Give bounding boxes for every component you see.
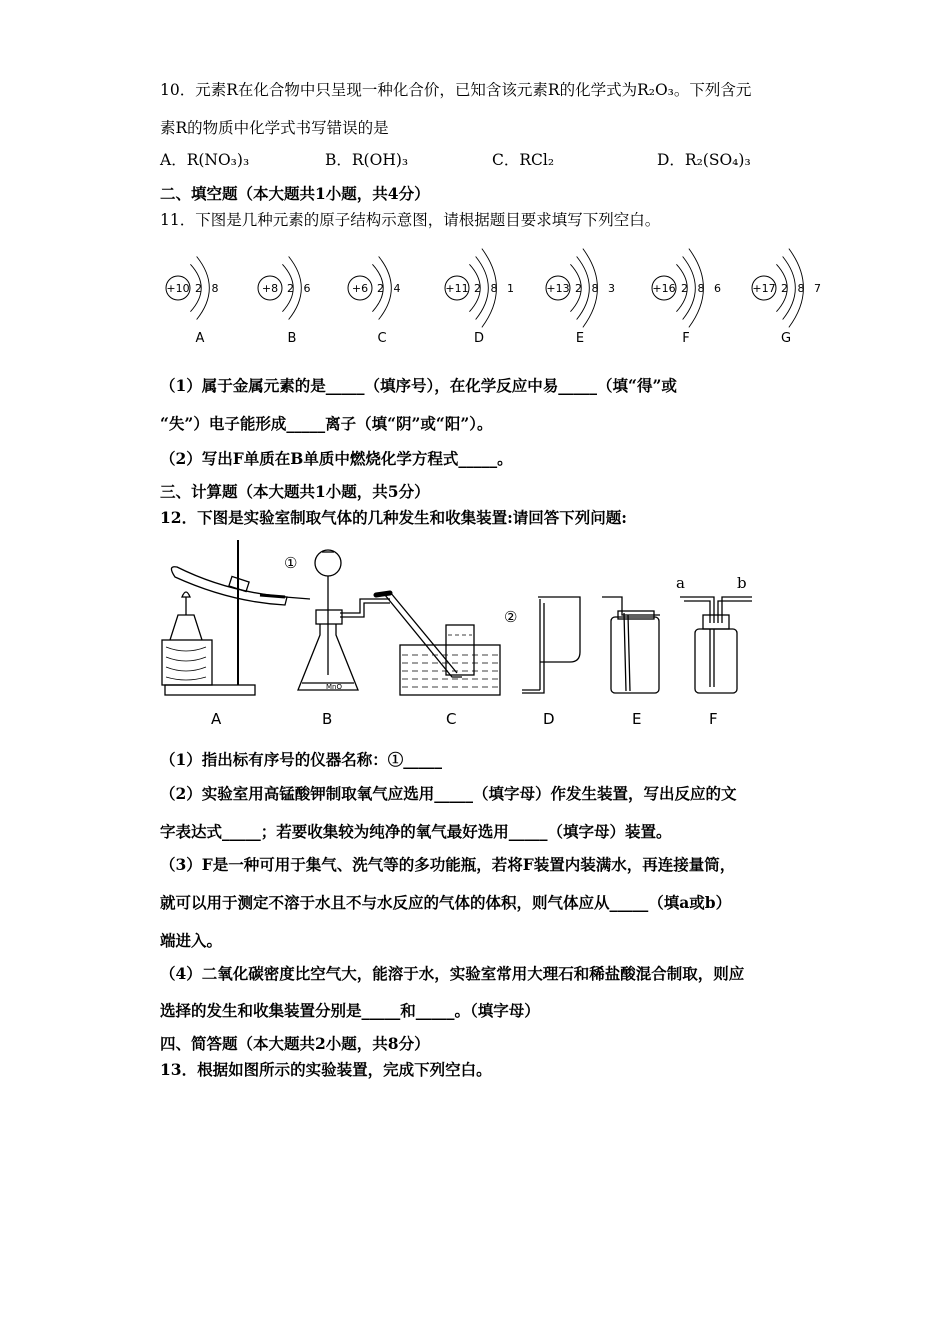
q11-part2: （2）写出F单质在B单质中燃烧化学方程式_____。 [160,449,513,468]
q10-option-d[interactable]: D．R₂(SO₄)₃ [657,151,751,169]
nucleus-charge: +13 [546,282,570,295]
section-2-heading: 二、填空题（本大题共1小题，共4分） [160,184,430,203]
apparatus-c [376,592,500,695]
apparatus-d [522,597,580,693]
q10-option-b[interactable]: B．R(OH)₃ [325,151,409,169]
q10-options [160,148,800,170]
q10-option-a[interactable]: A．R(NO₃)₃ [160,151,250,169]
atom-letter: C [377,331,387,346]
q12-part4-line2: 选择的发生和收集装置分别是_____和_____。（填字母） [160,1001,540,1020]
atom-diagrams [150,240,830,350]
q12-part4-line1: （4）二氧化碳密度比空气大，能溶于水，实验室常用大理石和稀盐酸混合制取，则应 [160,964,745,983]
atom-diagram-c [348,257,404,346]
electron-counts: 2 8 3 [575,282,618,295]
atom-letter: G [780,331,792,346]
q12-part2-line1: （2）实验室用高锰酸钾制取氧气应选用_____（填字母）作发生装置，写出反应的文 [160,784,737,803]
apparatus-label-f: F [709,710,718,728]
port-b-label: b [737,574,747,592]
apparatus-label-e: E [632,710,642,728]
nucleus-charge: +10 [166,282,190,295]
atom-diagram-a [166,257,222,346]
nucleus-charge: +8 [261,282,279,295]
q12-part2-line2: 字表达式_____；若要收集较为纯净的氧气最好选用_____（填字母）装置。 [160,822,672,841]
section-3-heading: 三、计算题（本大题共1小题，共5分） [160,482,430,501]
apparatus-label-d: D [543,710,555,728]
nucleus-charge: +11 [445,282,469,295]
lab-apparatus-diagram [150,535,770,735]
q12-part3-line3: 端进入。 [160,931,223,950]
atom-diagram-g [752,249,824,346]
q10-stem-line2: 素R的物质中化学式书写错误的是 [160,119,389,137]
nucleus-charge: +17 [752,282,776,295]
electron-counts: 2 8 6 [681,282,724,295]
q12-part1: （1）指出标有序号的仪器名称：①_____ [160,750,443,769]
nucleus-charge: +6 [351,282,369,295]
apparatus-label-c: C [446,710,457,728]
electron-counts: 2 8 7 [781,282,824,295]
q10-stem-line1: 10．元素R在化合物中只呈现一种化合价，已知含该元素R的化学式为R₂O₃。下列含元 [160,81,752,99]
apparatus-label-b: B [322,710,333,728]
q11-part1-line1: （1）属于金属元素的是_____（填序号），在化学反应中易_____（填“得”或 [160,376,677,395]
q13-stem: 13．根据如图所示的实验装置，完成下列空白。 [160,1060,492,1079]
svg-text:MnO: MnO [326,683,342,691]
electron-counts: 2 6 [287,282,314,295]
apparatus-b [298,550,390,691]
atom-diagram-f [652,249,724,346]
q12-part3-line2: 就可以用于测定不溶于水且不与水反应的气体的体积，则气体应从_____（填a或b） [160,893,732,912]
atom-diagram-b [258,257,314,346]
apparatus-f [680,597,752,693]
electron-counts: 2 4 [377,282,404,295]
port-a-label: a [676,574,685,592]
atom-letter: E [575,331,585,346]
section-4-heading: 四、简答题（本大题共2小题，共8分） [160,1034,430,1053]
q11-stem: 11．下图是几种元素的原子结构示意图，请根据题目要求填写下列空白。 [160,211,661,229]
marker-1: ① [284,554,298,572]
q10-option-c[interactable]: C．RCl₂ [492,151,555,169]
atom-letter: F [682,331,690,346]
apparatus-label-a: A [211,710,222,728]
q12-stem: 12．下图是实验室制取气体的几种发生和收集装置:请回答下列问题: [160,508,628,527]
atom-letter: B [287,331,297,346]
atom-letter: D [473,331,485,346]
atom-letter: A [195,331,205,346]
q11-part1-line2: “失”）电子能形成_____离子（填“阴”或“阳”）。 [160,414,493,433]
q12-part3-line1: （3）F是一种可用于集气、洗气等的多功能瓶，若将F装置内装满水，再连接量筒， [160,855,736,874]
electron-counts: 2 8 [195,282,222,295]
apparatus-e [602,597,660,693]
atom-diagram-d [445,249,517,346]
nucleus-charge: +16 [652,282,676,295]
marker-2: ② [504,608,518,626]
atom-diagram-e [546,249,618,346]
electron-counts: 2 8 1 [474,282,517,295]
